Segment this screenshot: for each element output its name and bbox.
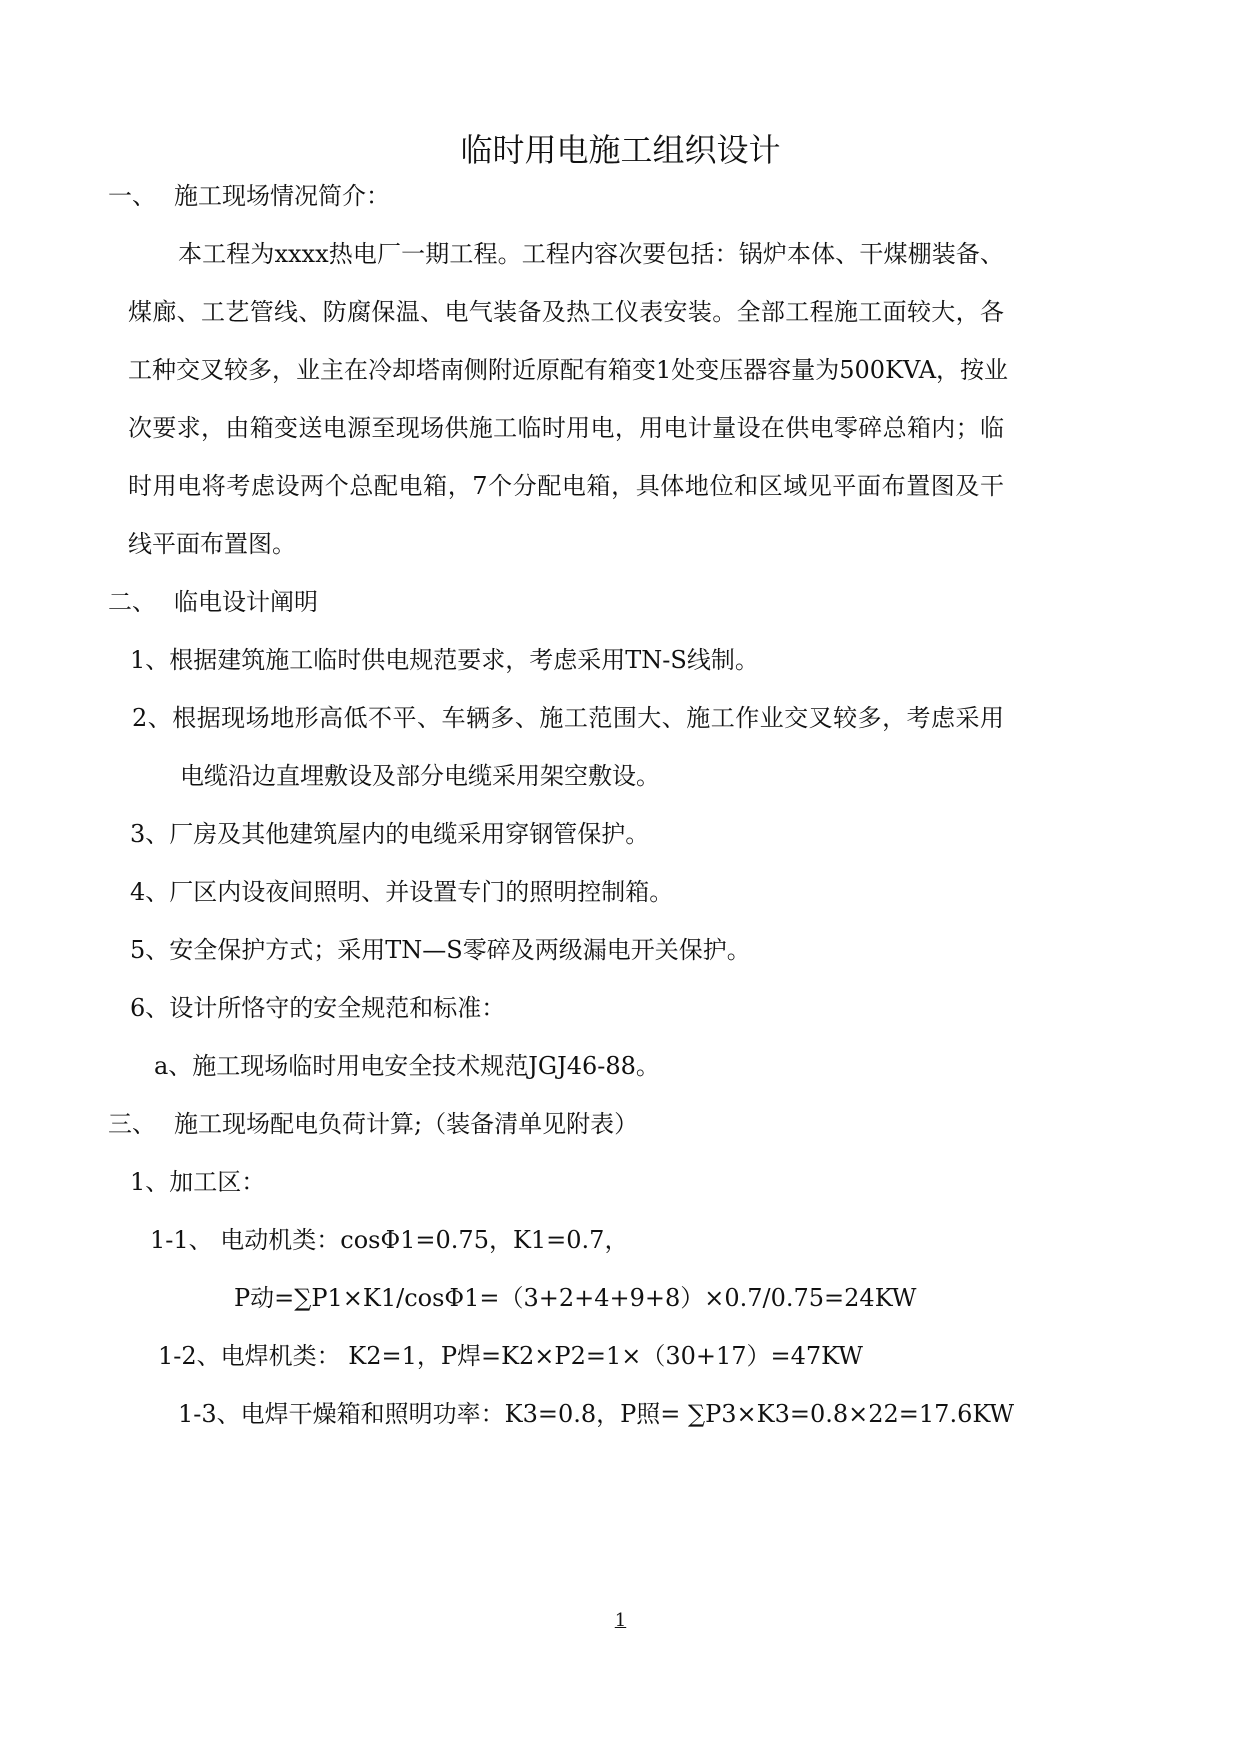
paragraph-line: 本工程为xxxx热电厂一期工程。工程内容次要包括：锅炉本体、干煤棚装备、 <box>178 240 1004 268</box>
list-item-continuation: 电缆沿边直埋敷设及部分电缆采用架空敷设。 <box>180 762 660 790</box>
formula-line: 1-2、电焊机类： K2=1，P焊=K2×P2=1×（30+17）=47KW <box>158 1342 863 1370</box>
section-1-number: 一、 <box>108 182 156 210</box>
section-1-heading: 施工现场情况简介： <box>174 182 390 210</box>
list-item: 6、设计所恪守的安全规范和标准： <box>130 994 506 1022</box>
list-item: 2、根据现场地形高低不平、车辆多、施工范围大、施工作业交叉较多，考虑采用 <box>132 704 1004 732</box>
section-3-heading: 施工现场配电负荷计算;（装备清单见附表） <box>174 1110 639 1138</box>
list-subitem: a、施工现场临时用电安全技术规范JGJ46-88。 <box>154 1052 660 1080</box>
document-title: 临时用电施工组织设计 <box>460 131 781 169</box>
paragraph-line: 次要求，由箱变送电源至现场供施工临时用电，用电计量设在供电零碎总箱内；临 <box>128 414 1004 442</box>
list-item: 1、加工区： <box>130 1168 266 1196</box>
paragraph-line: 线平面布置图。 <box>128 530 296 558</box>
list-item: 4、厂区内设夜间照明、并设置专门的照明控制箱。 <box>130 878 674 906</box>
section-2-heading: 临电设计阐明 <box>174 588 318 616</box>
list-item: 5、安全保护方式；采用TN—S零碎及两级漏电开关保护。 <box>130 936 751 964</box>
paragraph-line: 煤廊、工艺管线、防腐保温、电气装备及热工仪表安装。全部工程施工面较大，各 <box>128 298 1004 326</box>
list-item: 1、根据建筑施工临时供电规范要求，考虑采用TN-S线制。 <box>130 646 759 674</box>
paragraph-line: 时用电将考虑设两个总配电箱，7个分配电箱，具体地位和区域见平面布置图及干 <box>128 472 1004 500</box>
formula-line: 1-1、 电动机类：cosΦ1=0.75，K1=0.7， <box>150 1226 629 1254</box>
paragraph-line: 工种交叉较多，业主在冷却塔南侧附近原配有箱变1处变压器容量为500KVA，按业 <box>128 356 1009 384</box>
formula-line: 1-3、电焊干燥箱和照明功率：K3=0.8，P照= ∑P3×K3=0.8×22=17.6KW <box>178 1400 1015 1428</box>
page-number: 1 <box>614 1610 627 1631</box>
section-3-number: 三、 <box>108 1110 156 1138</box>
list-item: 3、厂房及其他建筑屋内的电缆采用穿钢管保护。 <box>130 820 650 848</box>
formula-line: P动=∑P1×K1/cosΦ1=（3+2+4+9+8）×0.7/0.75=24KW <box>234 1284 917 1312</box>
section-2-number: 二、 <box>108 588 156 616</box>
